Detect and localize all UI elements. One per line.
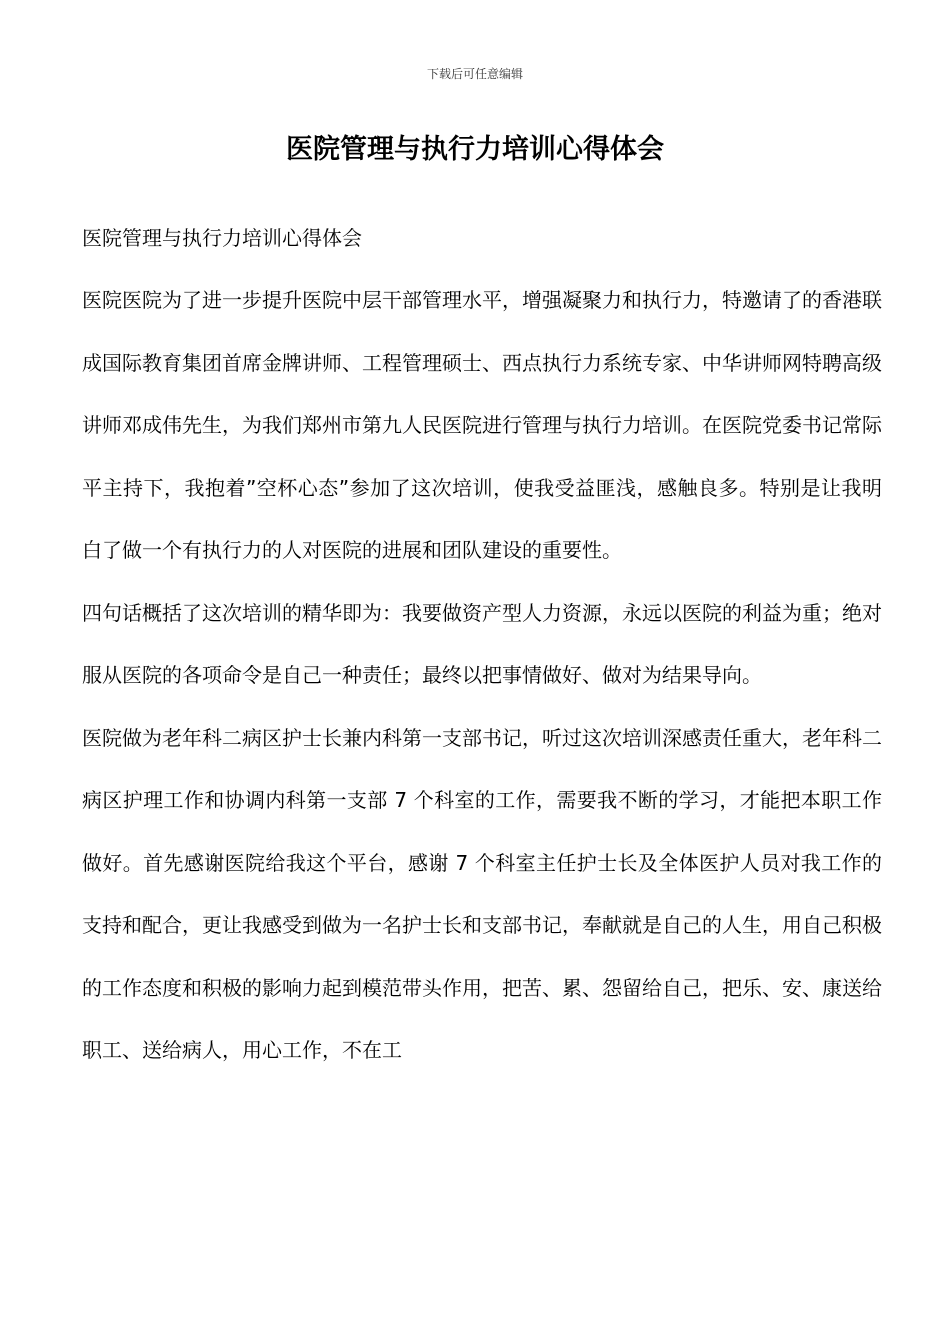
paragraph-1: 医院医院为了进一步提升医院中层干部管理水平，增强凝聚力和执行力，特邀请了的香港联成国际教育集团首席金牌讲师、工程管理硕士、西点执行力系统专家、中华讲师网特聘高级讲师邓成伟先生，为我们郑州市第九人民医院进行管理与执行力培训。在医院党委书记常际平主持下，我抱着”空杯心态”参加了这次培训，使我受益匪浅，感触良多。特别是让我明白了做一个有执行力的人对医院的进展和团队建设的重要性。	[82, 288, 882, 562]
document-body	[82, 219, 882, 1082]
document-subtitle: 医院管理与执行力培训心得体会	[82, 226, 362, 250]
header-note: 下载后可任意编辑	[426, 67, 523, 81]
document-title: 医院管理与执行力培训心得体会	[286, 134, 664, 165]
paragraph-2: 四句话概括了这次培训的精华即为：我要做资产型人力资源，永远以医院的利益为重；绝对服从医院的各项命令是自己一种责任；最终以把事情做好、做对为结果导向。	[82, 600, 882, 687]
paragraph-3: 医院做为老年科二病区护士长兼内科第一支部书记，听过这次培训深感责任重大，老年科二病区护理工作和协调内科第一支部 7 个科室的工作，需要我不断的学习，才能把本职工作做好。首先感谢医院给我这个平台，感谢 7 个科室主任护士长及全体医护人员对我工作的支持和配合，更让我感受到做为一名护士长和支部书记，奉献就是自己的人生，用自己积极的工作态度和积极的影响力起到模范带头作用，把苦、累、怨留给自己，把乐、安、康送给职工、送给病人，用心工作，不在工	[82, 725, 882, 1062]
